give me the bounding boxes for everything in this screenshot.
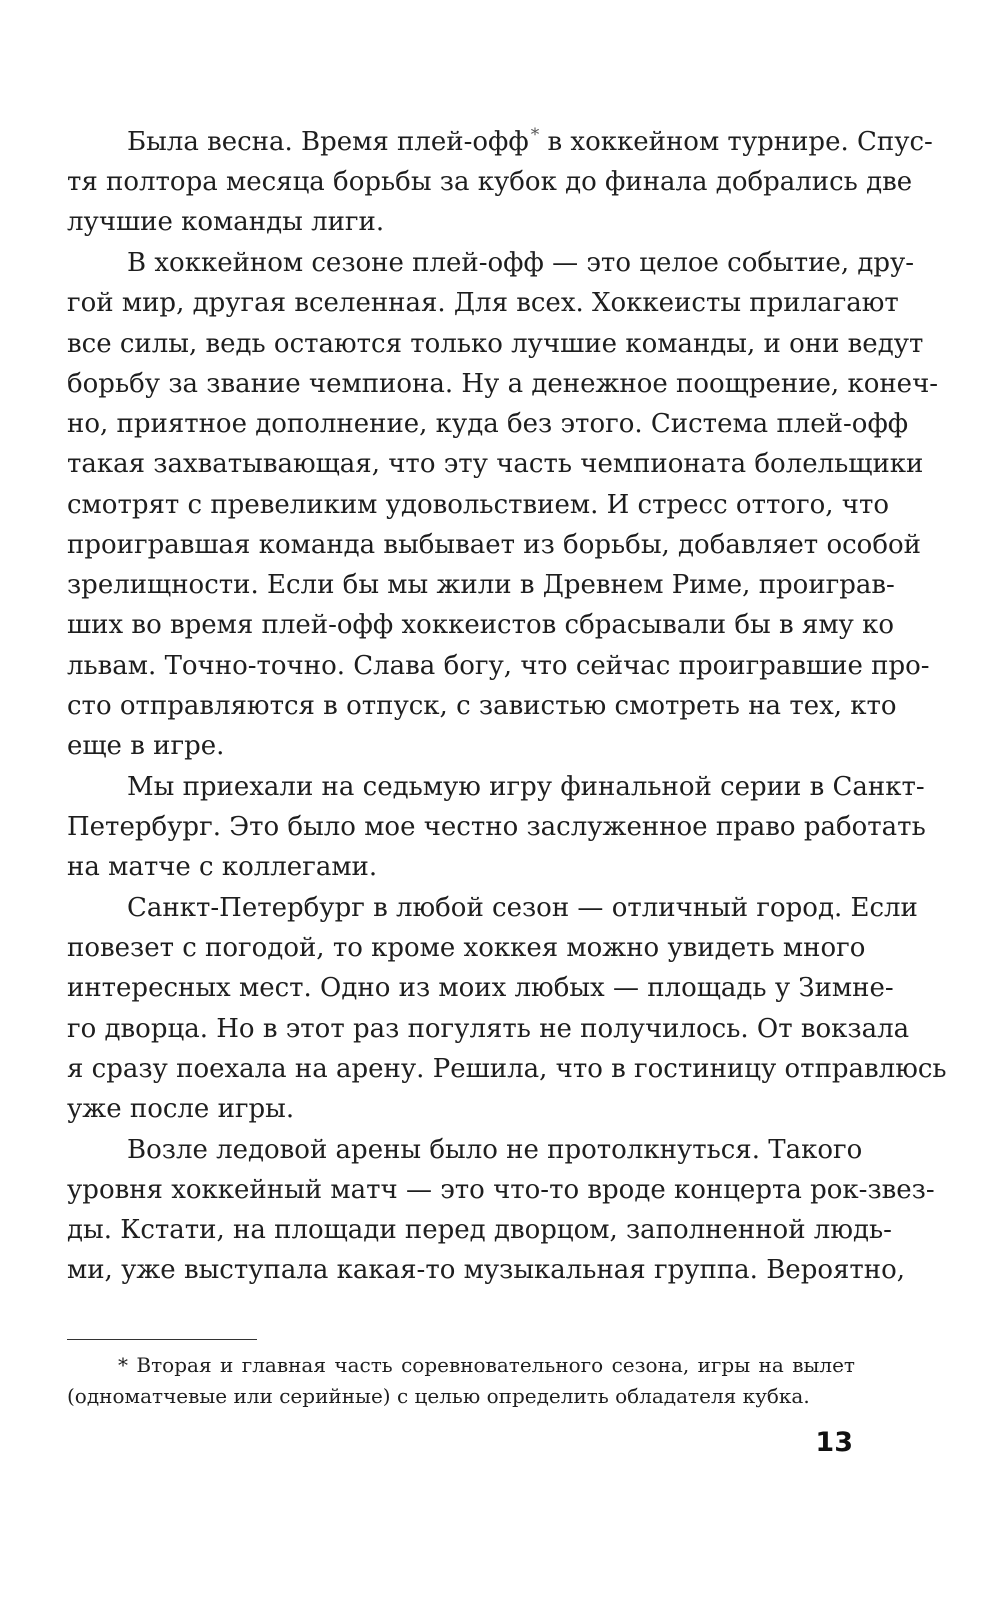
text-line: В хоккейном сезоне плей-офф — это целое событие, дру- <box>127 248 915 278</box>
footnote-reference: * <box>530 125 540 145</box>
text-line <box>127 122 933 162</box>
text-line: повезет с погодой, то кроме хоккея можно увидеть много <box>67 933 866 963</box>
text-line: го дворца. Но в этот раз погулять не получилось. От вокзала <box>67 1014 910 1044</box>
text-line: Санкт-Петербург в любой сезон — отличный город. Если <box>127 893 918 923</box>
text-line-start: Была весна. Время плей-офф <box>127 127 529 157</box>
page-number: 13 <box>815 1427 853 1458</box>
text-line: зрелищности. Если бы мы жили в Древнем Риме, проиграв- <box>67 570 895 600</box>
text-line: такая захватывающая, что эту часть чемпионата болельщики <box>67 449 924 479</box>
text-line: уже после игры. <box>67 1094 295 1124</box>
footnote-line: (одноматчевые или серийные) с целью определить обладателя кубка. <box>67 1384 810 1408</box>
text-line: все силы, ведь остаются только лучшие команды, и они ведут <box>67 329 924 359</box>
text-line: смотрят с превеликим удовольствием. И стресс оттого, что <box>67 490 890 520</box>
text-line: сто отправляются в отпуск, с завистью смотреть на тех, кто <box>67 691 897 721</box>
text-line: ми, уже выступала какая-то музыкальная группа. Вероятно, <box>67 1255 906 1285</box>
footnote-line: * Вторая и главная часть соревновательного сезона, игры на вылет <box>118 1353 855 1377</box>
text-line: еще в игре. <box>67 731 225 761</box>
text-line: тя полтора месяца борьбы за кубок до финала добрались две <box>67 167 913 197</box>
footnote-separator <box>67 1339 257 1340</box>
text-line: борьбу за звание чемпиона. Ну а денежное поощрение, конеч- <box>67 369 939 399</box>
text-line: Мы приехали на седьмую игру финальной серии в Санкт- <box>127 772 925 802</box>
text-line: проигравшая команда выбывает из борьбы, добавляет особой <box>67 530 921 560</box>
text-line: Петербург. Это было мое честно заслуженное право работать <box>67 812 926 842</box>
text-line: ших во время плей-офф хоккеистов сбрасывали бы в яму ко <box>67 610 895 640</box>
text-line: лучшие команды лиги. <box>67 207 385 237</box>
text-line: интересных мест. Одно из моих любых — площадь у Зимне- <box>67 973 894 1003</box>
text-line-end: в хоккейном турнире. Спус- <box>547 127 933 157</box>
text-line: ды. Кстати, на площади перед дворцом, заполненной людь- <box>67 1215 892 1245</box>
text-line: львам. Точно-точно. Слава богу, что сейчас проигравшие про- <box>67 651 930 681</box>
text-line: я сразу поехала на арену. Решила, что в гостиницу отправлюсь <box>67 1054 947 1084</box>
text-line: гой мир, другая вселенная. Для всех. Хоккеисты прилагают <box>67 288 899 318</box>
text-line: но, приятное дополнение, куда без этого. Система плей-офф <box>67 409 909 439</box>
text-line: Возле ледовой арены было не протолкнуться. Такого <box>127 1135 863 1165</box>
text-line: уровня хоккейный матч — это что-то вроде концерта рок-звез- <box>67 1175 935 1205</box>
text-line: на матче с коллегами. <box>67 852 378 882</box>
